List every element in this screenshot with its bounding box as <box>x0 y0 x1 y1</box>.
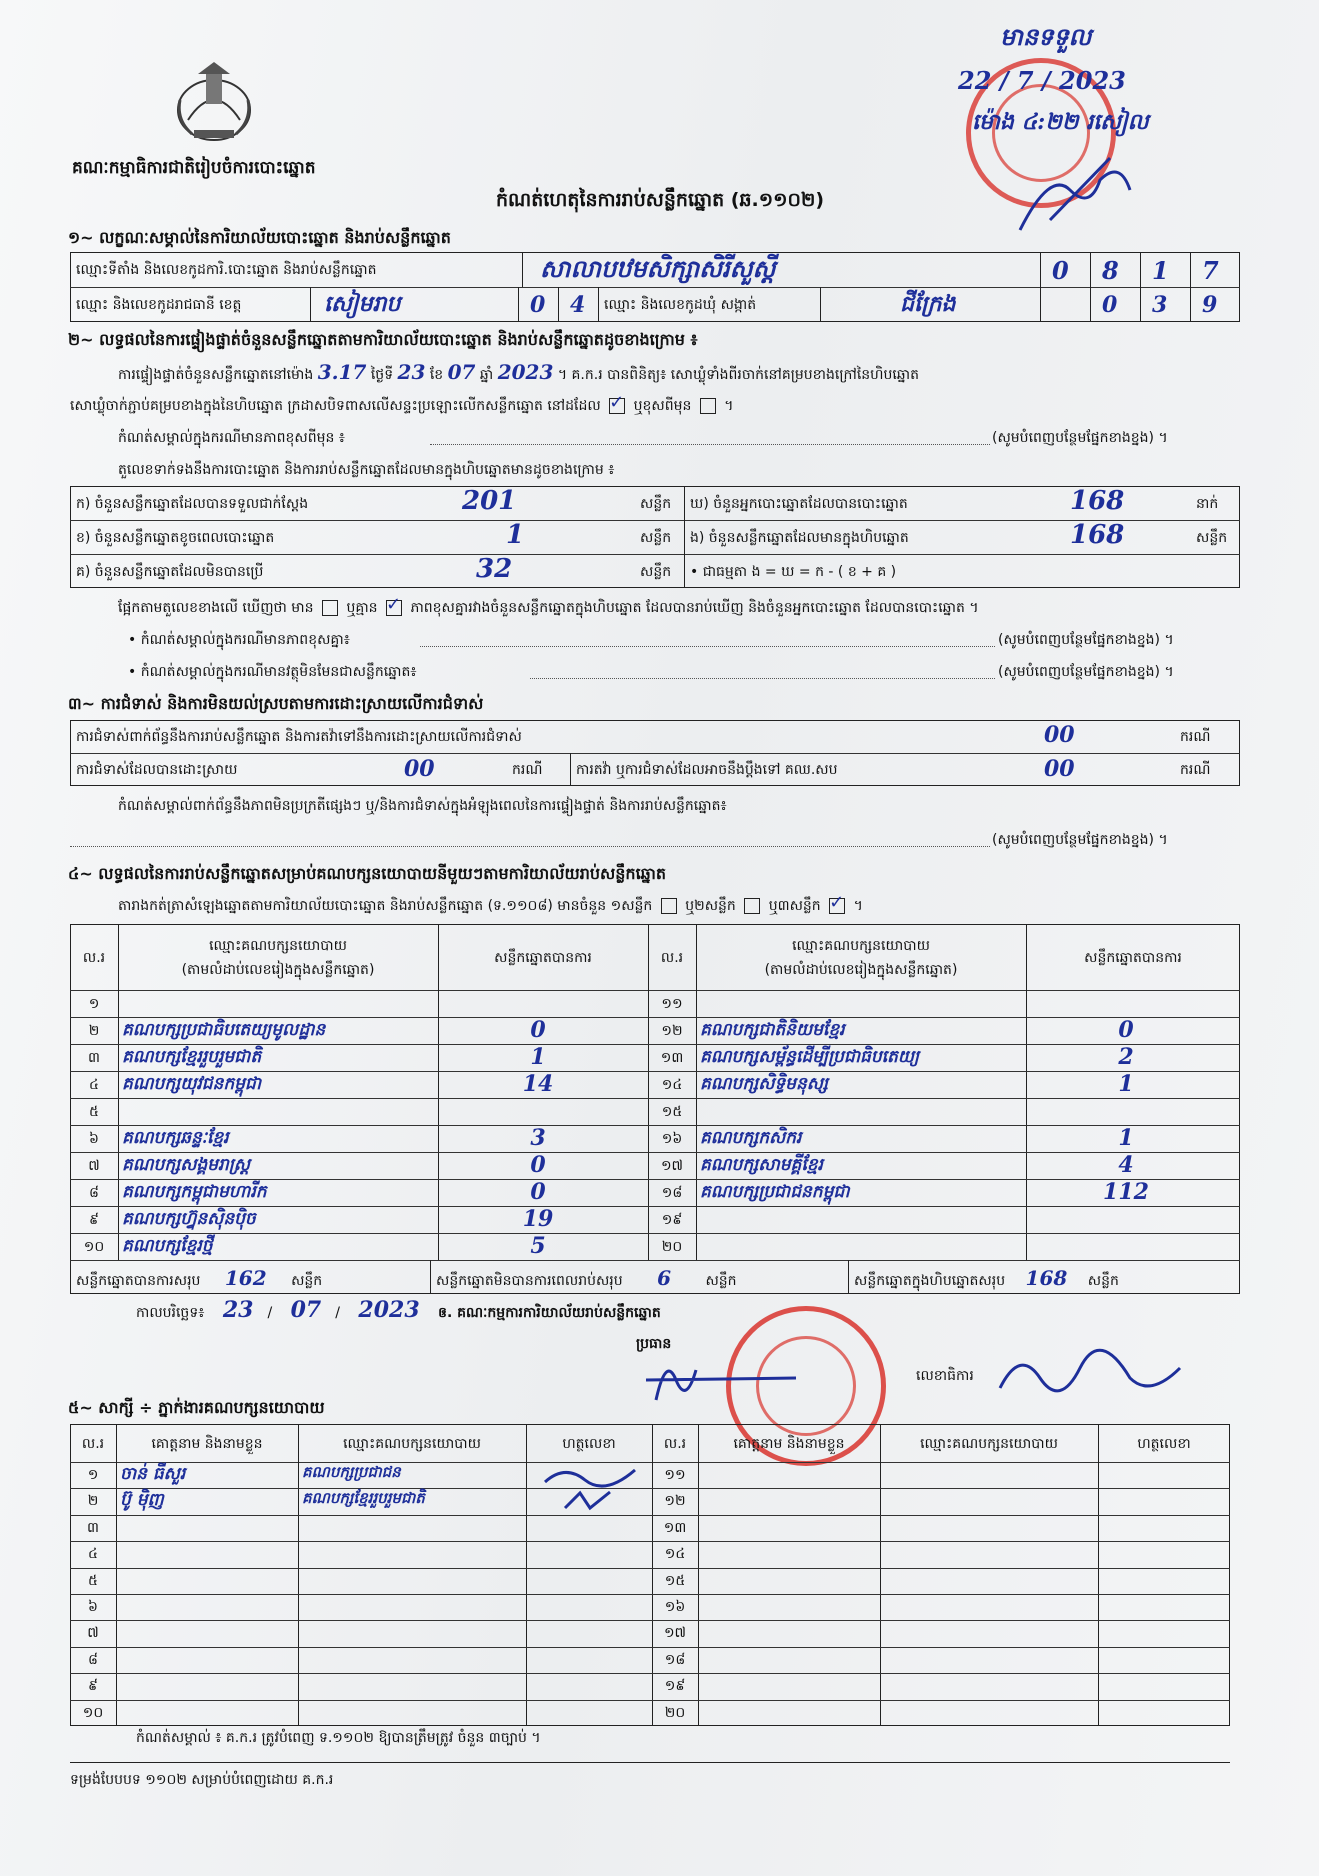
seal-check-line <box>70 392 734 416</box>
resolved-unit: ករណី <box>512 762 543 778</box>
received-unit: សន្លឹក <box>640 496 672 512</box>
bullet-difference: • កំណត់សម្គាល់ក្នុងករណីមានភាពខុសគ្នា៖ <box>128 632 350 648</box>
date-day: 23 <box>222 1297 254 1323</box>
result-row-votes-left: 14 <box>522 1071 554 1097</box>
result-row-no-left: ៨ <box>89 1185 99 1201</box>
commune-code-3: 9 <box>1202 292 1218 318</box>
col-no-right: ល.រ <box>660 950 684 966</box>
stamp-signature <box>1010 150 1140 244</box>
result-row-no-left: ៦ <box>89 1131 99 1147</box>
appeal-label: ការតវ៉ា ឬការជំទាស់ដែលអាចនឹងប្ដឹងទៅ គឈ.សប <box>576 762 838 778</box>
result-row-party-left: គណបក្សយុវជនកម្ពុជា <box>122 1074 262 1094</box>
result-row-no-right: ១៩ <box>661 1212 683 1228</box>
witness-row-divider <box>70 1620 1230 1621</box>
verification-year: 2023 <box>497 360 554 384</box>
commune-value: ជីក្រែង <box>900 291 956 317</box>
bullet-objects-line <box>530 678 995 679</box>
witness-col-name-right: គោត្តនាម និងនាមខ្លួន <box>733 1436 845 1452</box>
irregularity-line <box>70 846 990 847</box>
commune-code-1: 0 <box>1102 292 1118 318</box>
witness-row-no-right: ២០ <box>664 1705 686 1721</box>
witness-row-divider <box>70 1594 1230 1595</box>
witness-row-no-right: ១១ <box>664 1467 686 1483</box>
total-box-label: សន្លឹកឆ្នោតក្នុងហិបឆ្នោតសរុប <box>854 1273 1006 1289</box>
bullet-objects: • កំណត់សម្គាល់ក្នុងករណីមានវត្ថុមិនមែនជាសន្លឹកឆ្នោត៖ <box>128 664 417 680</box>
voters-label: ឃ) ចំនួនអ្នកបោះឆ្នោតដែលបានបោះឆ្នោត <box>690 496 908 512</box>
ballots-in-box-value: 168 <box>1070 520 1125 550</box>
province-value: សៀមរាប <box>324 291 401 317</box>
result-row-party-left: គណបក្សខ្មែររួបរួមជាតិ <box>122 1047 262 1067</box>
result-row-party-left: គណបក្សហ្វ៊ុនស៊ិនប៉ិច <box>122 1209 256 1229</box>
commission-name: គណៈកម្មាធិការជាតិរៀបចំការបោះឆ្នោត <box>72 158 316 178</box>
witness-row-no-right: ១២ <box>664 1493 686 1509</box>
total-valid-unit: សន្លឹក <box>291 1273 323 1289</box>
result-row-no-right: ១១ <box>661 996 683 1012</box>
witness-col-sign-right: ហត្ថលេខា <box>1137 1436 1191 1452</box>
station-code-1: 0 <box>1052 256 1069 285</box>
unused-label: គ) ចំនួនសន្លឹកឆ្នោតដែលមិនបានប្រើ <box>76 564 264 580</box>
chair-label: ប្រធាន <box>636 1336 672 1352</box>
form-note: ទម្រង់បែបបទ ១១០២ សម្រាប់បំពេញដោយ គ.ក.រ <box>70 1772 334 1788</box>
verification-time-label: ការផ្ទៀងផ្ទាត់ចំនួនសន្លឹកឆ្នោតនៅម៉ោង <box>118 367 314 383</box>
result-row-party-left: គណបក្សប្រជាធិបតេយ្យមូលដ្ឋាន <box>122 1020 326 1040</box>
form-title: កំណត់ហេតុនៃការរាប់សន្លឹកឆ្នោត (ឆ.១១០២) <box>495 189 825 211</box>
footnote: កំណត់សម្គាល់ ៖ គ.ក.រ ត្រូវបំពេញ ទ.១១០២ ឱ្យបានត្រឹមត្រូវ ចំនួន ៣ច្បាប់ ។ <box>136 1730 541 1746</box>
witness-row-divider <box>70 1673 1230 1674</box>
chair-signature <box>636 1350 806 1414</box>
date-label: កាលបរិច្ឆេទ៖ <box>136 1305 205 1321</box>
result-row-no-right: ១៣ <box>660 1050 684 1066</box>
received-label: ក) ចំនួនសន្លឹកឆ្នោតដែលបានទទួលជាក់ស្ដែង <box>76 496 309 512</box>
commune-code-2: 3 <box>1152 292 1168 318</box>
row-divider <box>70 1206 1240 1207</box>
witness-row-no-left: ៧ <box>87 1625 99 1641</box>
witness-col-party-right: ឈ្មោះគណបក្សនយោបាយ <box>920 1436 1058 1452</box>
witness-row-no-left: ២ <box>87 1493 99 1509</box>
tally-sheet-text: តារាងកត់ត្រាសំឡេងឆ្នោតតាមការិយាល័យបោះឆ្នោត និងរាប់សន្លឹកឆ្នោត (ទ.១១០៨) មានចំនួន ១សន្លឹក <box>118 898 653 914</box>
station-value: សាលាបឋមសិក្សាសិរីសួស្តី <box>540 254 776 283</box>
date-year: 2023 <box>358 1297 420 1323</box>
result-row-no-left: ១ <box>88 996 100 1012</box>
witness-row-name-left: ចាន់ ធីសួរ <box>120 1464 186 1484</box>
complaints-unit: ករណី <box>1180 729 1211 745</box>
total-box-value: 168 <box>1025 1266 1068 1290</box>
witness-row-no-left: ១០ <box>82 1705 104 1721</box>
result-row-no-right: ១៦ <box>661 1131 683 1147</box>
irregularity-note: កំណត់សម្គាល់ពាក់ព័ន្ធនឹងភាពមិនប្រក្រតីផ្សេងៗ ឬ/និងការជំទាស់ក្នុងអំឡុងពេលនៃការផ្ទៀងផ្ទាត់ និងការរាប់សន្លឹកឆ្នោត៖ <box>118 798 727 814</box>
total-box-unit: សន្លឹក <box>1087 1273 1119 1289</box>
verification-month-label: ខែ <box>429 367 444 383</box>
total-invalid-label: សន្លឹកឆ្នោតមិនបានការពេលរាប់សរុប <box>436 1273 623 1289</box>
stamp-time: ម៉ោង ៤:២២ រសៀល <box>972 109 1149 135</box>
formula-note: • ជាធម្មតា ង = ឃ = ក - ( ខ + គ ) <box>690 564 897 580</box>
total-invalid-value: 6 <box>657 1266 671 1290</box>
witness-row-divider <box>70 1568 1230 1569</box>
committee-label: ឲ. គណៈកម្មការការិយាល័យរាប់សន្លឹកឆ្នោត <box>438 1305 661 1321</box>
received-value: 201 <box>462 486 517 516</box>
result-row-no-right: ១៧ <box>660 1158 684 1174</box>
witness-row-no-right: ១៦ <box>664 1599 686 1615</box>
result-row-party-left: គណបក្សឆន្ទៈខ្មែរ <box>122 1128 229 1148</box>
result-row-party-left: គណបក្សកម្ពុជាមហារីក <box>122 1182 267 1202</box>
witness-table <box>70 1424 1230 1726</box>
total-invalid <box>436 1268 737 1291</box>
witness-row-no-right: ១៥ <box>664 1573 686 1589</box>
witness-col-no-right: ល.រ <box>663 1436 687 1452</box>
no-difference-checkbox[interactable]: ✓ <box>386 594 402 615</box>
verification-year-label: ឆ្នាំ <box>479 367 494 383</box>
section4-title: ៤~ លទ្ធផលនៃការរាប់សន្លឹកឆ្នោតសម្រាប់គណបក្សនយោបាយនីមួយៗតាមការិយាល័យរាប់សន្លឹកឆ្នោត <box>68 864 667 883</box>
difference-note-line <box>430 444 990 445</box>
witness-row-divider <box>70 1488 1230 1489</box>
result-row-no-left: ៩ <box>89 1212 99 1228</box>
has-difference-checkbox[interactable] <box>322 600 338 616</box>
witness-row-no-right: ១៧ <box>663 1625 687 1641</box>
result-row-votes-left: 0 <box>530 1152 546 1178</box>
irregularity-hint: (សូមបំពេញបន្ថែមផ្នែកខាងខ្នង) ។ <box>992 832 1168 848</box>
result-row-no-left: ៧ <box>88 1158 100 1174</box>
witness-col-no-left: ល.រ <box>81 1436 105 1452</box>
witness-row-no-right: ១៣ <box>663 1520 687 1536</box>
verification-time: 3.17 <box>317 360 367 384</box>
result-row-votes-right: 0 <box>1118 1017 1134 1043</box>
result-row-no-left: ១០ <box>83 1239 105 1255</box>
difference-note-hint: (សូមបំពេញបន្ថែមផ្នែកខាងខ្នង) ។ <box>992 430 1168 446</box>
date-month: 07 <box>290 1297 322 1323</box>
station-code-2: 8 <box>1102 256 1119 285</box>
station-code-4: 7 <box>1202 256 1219 285</box>
three-sheets-checkbox[interactable]: ✓ <box>829 892 845 913</box>
witness-row-divider <box>70 1647 1230 1648</box>
result-row-votes-right: 112 <box>1103 1179 1149 1205</box>
tally-sheet-line <box>118 892 863 916</box>
verification-day-label: ថ្ងៃទី <box>370 367 394 383</box>
result-row-votes-left: 1 <box>530 1044 546 1070</box>
result-row-no-left: ៤ <box>89 1077 99 1093</box>
stamp-date: 22 / 7 / 2023 <box>958 66 1126 95</box>
resolved-label: ការជំទាស់ដែលបានដោះស្រាយ <box>76 762 238 778</box>
verification-day: 23 <box>397 360 426 384</box>
result-row-no-right: ១៥ <box>661 1104 683 1120</box>
result-row-votes-right: 2 <box>1118 1044 1134 1070</box>
spoiled-label: ខ) ចំនួនសន្លឹកឆ្នោតខូចពេលបោះឆ្នោត <box>76 530 275 546</box>
col-votes-left: សន្លឹកឆ្នោតបានការ <box>494 950 592 966</box>
province-code-1: 0 <box>530 292 546 318</box>
verification-text: ។ គ.ក.រ បានពិនិត្យ៖ សោឃ្លុំទាំងពីរចាក់នៅគម្របខាងក្រៅនៃហិបឆ្នោត <box>557 367 920 383</box>
tally-sheet-end: ។ <box>853 898 863 914</box>
ballots-in-box-label: ង) ចំនួនសន្លឹកឆ្នោតដែលមានក្នុងហិបឆ្នោត <box>690 530 909 546</box>
secretary-label: លេខាធិការ <box>916 1368 974 1384</box>
voters-unit: នាក់ <box>1196 496 1219 512</box>
station-label: ឈ្មោះទីតាំង និងលេខកូដការិ.បោះឆ្នោត និងរាប់សន្លឹកឆ្នោត <box>76 262 377 278</box>
complaints-label: ការជំទាស់ពាក់ព័ន្ធនឹងការរាប់សន្លឹកឆ្នោត និងការតវ៉ាទៅនឹងការដោះស្រាយលើការជំទាស់ <box>76 729 522 745</box>
result-row-votes-right: 4 <box>1118 1152 1134 1178</box>
bullet-difference-line <box>420 646 995 647</box>
result-row-party-right: គណបក្សសាមគ្គីខ្មែរ <box>700 1155 823 1175</box>
difference-note-label: កំណត់សម្គាល់ក្នុងករណីមានភាពខុសពីមុន ៖ <box>118 430 345 446</box>
total-box <box>854 1268 1119 1291</box>
bullet-objects-hint: (សូមបំពេញបន្ថែមផ្នែកខាងខ្នង) ។ <box>998 664 1174 680</box>
appeal-unit: ករណី <box>1180 762 1211 778</box>
col-party-sub-left: (តាមលំដាប់លេខរៀងក្នុងសន្លឹកឆ្នោត) <box>181 962 375 978</box>
result-row-party-right: គណបក្សសម្ព័ន្ធដើម្បីប្រជាធិបតេយ្យ <box>700 1047 920 1067</box>
commune-label: ឈ្មោះ និងលេខកូដឃុំ សង្កាត់ <box>604 297 757 313</box>
unused-value: 32 <box>476 554 513 584</box>
two-sheets-label: ឬ២សន្លឹក <box>685 898 736 914</box>
witness-row-no-left: ៦ <box>88 1599 98 1615</box>
row-divider <box>70 1098 1240 1099</box>
result-row-votes-left: 3 <box>530 1125 546 1151</box>
stamp-note: មានទទួល <box>1000 22 1092 51</box>
result-row-party-right: គណបក្សប្រជាជនកម្ពុជា <box>700 1182 850 1202</box>
col-votes-right: សន្លឹកឆ្នោតបានការ <box>1084 950 1182 966</box>
witness-col-sign-left: ហត្ថលេខា <box>562 1436 616 1452</box>
witness-col-name-left: គោត្តនាម និងនាមខ្លួន <box>151 1436 263 1452</box>
result-row-votes-left: 0 <box>530 1179 546 1205</box>
result-row-votes-left: 5 <box>530 1233 546 1259</box>
witness-row-no-left: ៤ <box>88 1546 98 1562</box>
col-party-sub-right: (តាមលំដាប់លេខរៀងក្នុងសន្លឹកឆ្នោត) <box>764 962 958 978</box>
secretary-signature <box>990 1348 1190 1412</box>
witness-row-no-right: ១៩ <box>664 1678 686 1694</box>
witness-row-divider <box>70 1515 1230 1516</box>
col-party-left: ឈ្មោះគណបក្សនយោបាយ <box>209 938 347 954</box>
witness-row-party-left: គណបក្សខ្មែររួបរួមជាតិ <box>302 1489 425 1507</box>
result-row-votes-left: 0 <box>530 1017 546 1043</box>
result-row-party-right: គណបក្សជាតិនិយមខ្មែរ <box>700 1020 845 1040</box>
witness-row-no-left: ៨ <box>88 1652 98 1668</box>
voters-value: 168 <box>1070 486 1125 516</box>
unused-unit: សន្លឹក <box>640 564 672 580</box>
result-row-no-left: ២ <box>88 1023 100 1039</box>
result-row-party-right: គណបក្សសិទ្ធិមនុស្ស <box>700 1074 828 1094</box>
result-row-no-left: ៥ <box>89 1104 99 1120</box>
complaints-value: 00 <box>1044 722 1075 748</box>
spoiled-unit: សន្លឹក <box>640 530 672 546</box>
witness-row-name-left: ប៊ូ ម៉ិញ <box>120 1490 164 1510</box>
result-row-no-right: ១៤ <box>661 1077 683 1093</box>
has-difference-label: ផ្អែកតាមតួលេខខាងលើ ឃើញថា មាន <box>118 600 314 616</box>
result-row-no-right: ១២ <box>661 1023 683 1039</box>
col-party-right: ឈ្មោះគណបក្សនយោបាយ <box>792 938 930 954</box>
changed-label: ឬខុសពីមុន <box>633 398 692 414</box>
numbers-intro: តួលេខទាក់ទងនឹងការបោះឆ្នោត និងការរាប់សន្លឹកឆ្នោតដែលមានក្នុងហិបឆ្នោតមានដូចខាងក្រោម ៖ <box>118 462 615 478</box>
witness-row-no-left: ៩ <box>88 1678 98 1694</box>
witness-row-no-right: ១៤ <box>664 1546 686 1562</box>
witness-row-party-left: គណបក្សប្រជាជន <box>302 1463 401 1481</box>
verification-line <box>118 362 919 385</box>
witness-row-no-left: ៥ <box>88 1573 98 1589</box>
unchanged-checkbox[interactable]: ✓ <box>609 392 625 413</box>
comparison-line <box>118 594 979 618</box>
province-code-2: 4 <box>570 292 586 318</box>
spoiled-value: 1 <box>506 520 525 550</box>
result-row-votes-left: 19 <box>522 1206 554 1232</box>
result-row-no-left: ៣ <box>88 1050 100 1066</box>
nec-emblem-icon <box>168 60 260 148</box>
result-row-votes-right: 1 <box>1118 1071 1134 1097</box>
total-valid <box>76 1268 322 1291</box>
section1-title: ១~ លក្ខណៈសម្គាល់នៃការិយាល័យបោះឆ្នោត និងរាប់សន្លឹកឆ្នោត <box>68 228 451 247</box>
section5-title: ៥~ សាក្សី ÷ ភ្នាក់ងារគណបក្សនយោបាយ <box>68 1398 325 1417</box>
witness-row-no-left: ១ <box>87 1467 99 1483</box>
changed-checkbox[interactable] <box>700 398 716 414</box>
result-row-party-left: គណបក្សសង្គមរាស្ត្រ <box>122 1155 250 1175</box>
result-row-no-right: ១៨ <box>661 1185 683 1201</box>
seal-check-text: សោឃ្លុំចាក់ភ្ជាប់គម្របខាងក្នុងនៃហិបឆ្នោត ក្រដាសបិទពាសលើសន្ទះប្រឡោះលើកសន្លឹកឆ្នោត នៅដដែល <box>70 398 601 414</box>
comparison-text: ភាពខុសគ្នារវាងចំនួនសន្លឹកឆ្នោតក្នុងហិបឆ្នោត ដែលបានរាប់ឃើញ និងចំនួនអ្នកបោះឆ្នោត ដែលបានបោះឆ្នោត ។ <box>410 600 979 616</box>
ballots-in-box-unit: សន្លឹក <box>1196 530 1228 546</box>
province-label: ឈ្មោះ និងលេខកូដរាជធានី ខេត្ត <box>76 297 242 313</box>
col-no-left: ល.រ <box>82 950 106 966</box>
total-valid-label: សន្លឹកឆ្នោតបានការសរុប <box>76 1273 201 1289</box>
three-sheets-label: ឬ៣សន្លឹក <box>768 898 821 914</box>
witness-row-divider <box>70 1700 1230 1701</box>
no-difference-label: ឬគ្មាន <box>346 600 378 616</box>
two-sheets-checkbox[interactable] <box>744 898 760 914</box>
witness-row-no-right: ១៨ <box>664 1652 686 1668</box>
total-valid-value: 162 <box>224 1266 267 1290</box>
witness-row-divider <box>70 1541 1230 1542</box>
result-row-party-left: គណបក្សខ្មែរថ្មី <box>122 1236 213 1256</box>
total-invalid-unit: សន្លឹក <box>705 1273 737 1289</box>
one-sheet-checkbox[interactable] <box>661 898 677 914</box>
station-code-3: 1 <box>1152 256 1169 285</box>
section2-title: ២~ លទ្ធផលនៃការផ្ទៀងផ្ទាត់ចំនួនសន្លឹកឆ្នោតតាមការិយាល័យបោះឆ្នោត និងរាប់សន្លឹកឆ្នោតដូចខាងក្រោម ៖ <box>68 330 698 349</box>
result-row-party-right: គណបក្សកសិករ <box>700 1128 802 1148</box>
result-row-votes-right: 1 <box>1118 1125 1134 1151</box>
row-divider <box>70 1233 1240 1234</box>
signing-date: កាលបរិច្ឆេទ៖ 23 / 07 / 2023 ឲ. គណៈកម្មការការិយាល័យរាប់សន្លឹកឆ្នោត <box>136 1297 661 1323</box>
witness-col-party-left: ឈ្មោះគណបក្សនយោបាយ <box>343 1436 481 1452</box>
section3-title: ៣~ ការជំទាស់ និងការមិនយល់ស្របតាមការដោះស្រាយលើការជំទាស់ <box>68 694 484 713</box>
result-row-no-right: ២០ <box>661 1239 683 1255</box>
appeal-value: 00 <box>1044 756 1075 782</box>
resolved-value: 00 <box>404 756 435 782</box>
bullet-difference-hint: (សូមបំពេញបន្ថែមផ្នែកខាងខ្នង) ។ <box>998 632 1174 648</box>
verification-month: 07 <box>447 360 476 384</box>
witness-row-no-left: ៣ <box>87 1520 99 1536</box>
witness-signature-2 <box>560 1488 620 1518</box>
seal-check-end: ។ <box>724 398 734 414</box>
